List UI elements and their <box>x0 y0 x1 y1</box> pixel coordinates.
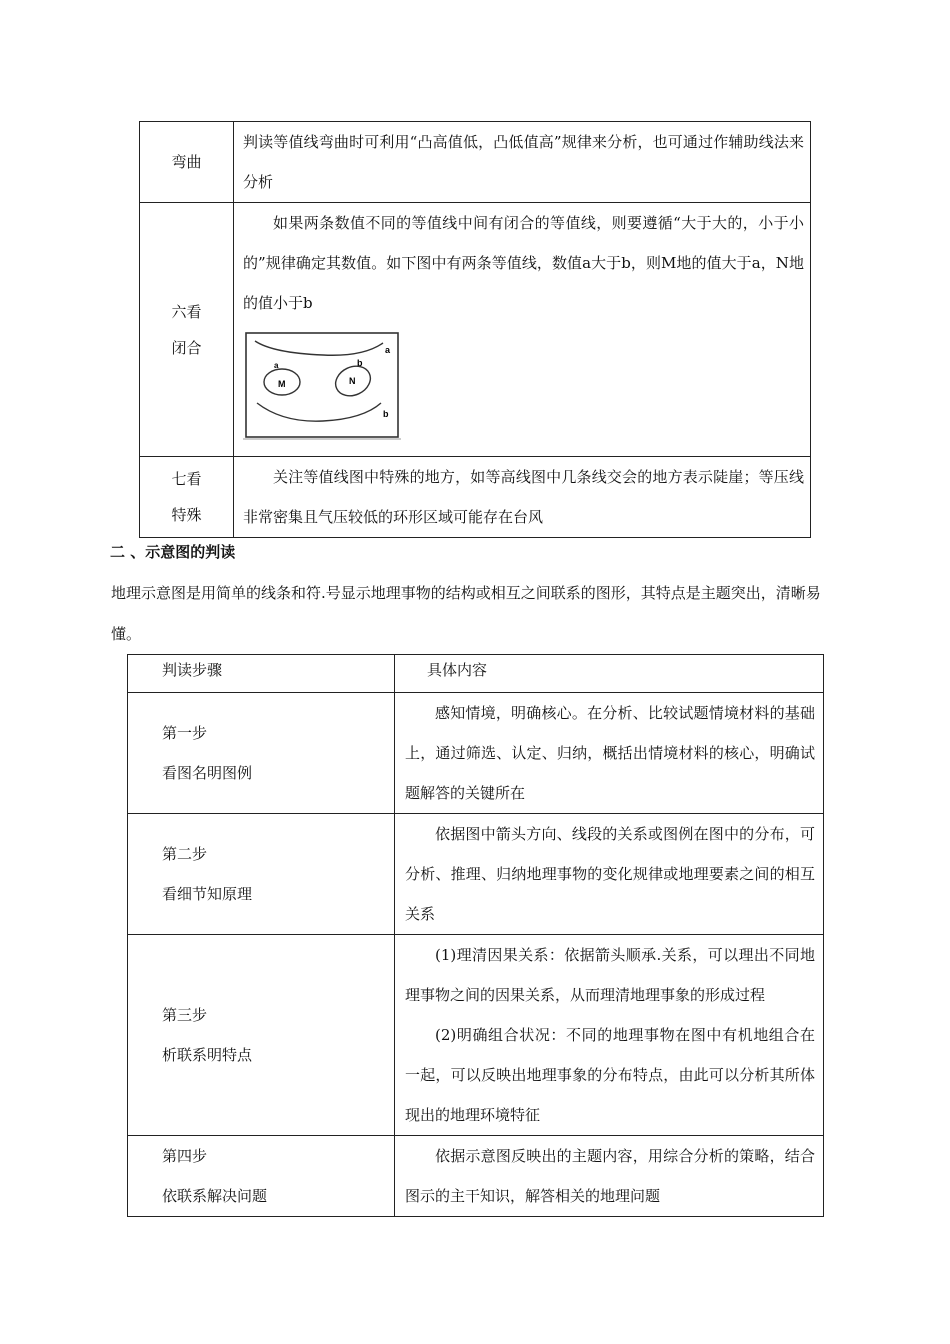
step-name: 依联系解决问题 <box>162 1187 268 1205</box>
label-a-inner: a <box>274 361 279 370</box>
contour-reading-table <box>139 121 811 538</box>
label-m: M <box>278 379 286 389</box>
label-n: N <box>349 376 356 386</box>
header-content: 具体内容 <box>395 655 824 693</box>
step-name: 看图名明图例 <box>162 764 253 782</box>
contour-line-b <box>257 403 381 421</box>
row-content-bend: 判读等值线弯曲时可利用“凸高值低，凸低值高”规律来分析，也可通过作辅助线法来分析 <box>234 122 811 203</box>
table-row <box>128 814 824 935</box>
row-content-closed <box>234 203 811 457</box>
table-row <box>140 122 811 203</box>
step-cell <box>128 693 395 814</box>
label-a-top: a <box>385 345 391 355</box>
step-name: 析联系明特点 <box>162 1046 253 1064</box>
step-cell <box>128 935 395 1136</box>
step-number: 第一步 <box>162 724 208 742</box>
table-header-row <box>128 655 824 693</box>
table-row <box>128 693 824 814</box>
step-name: 看细节知原理 <box>162 885 253 903</box>
label-b-inner: b <box>357 358 363 368</box>
label-line-1: 七看 <box>171 470 202 488</box>
label-line-1: 六看 <box>171 302 202 321</box>
closed-contour-text: 如果两条数值不同的等值线中间有闭合的等值线，则要遵循“大于大的，小于小的”规律确定其数值。如下图中有两条等值线，数值a大于b，则M地的值大于a，N地的值小于b <box>243 214 804 312</box>
step-content: 依据示意图反映出的主题内容，用综合分析的策略，结合图示的主干知识，解答相关的地理问题 <box>395 1136 824 1217</box>
label-line-2: 特殊 <box>171 506 202 524</box>
row-content-special: 关注等值线图中特殊的地方，如等高线图中几条线交会的地方表示陡崖；等压线非常密集且气压较低的环形区域可能存在台风 <box>234 457 811 538</box>
step-content-part-2: (2)明确组合状况：不同的地理事物在图中有机地组合在一起，可以反映出地理事象的分布特点，由此可以分析其所体现出的地理环境特征 <box>405 1026 815 1124</box>
header-steps: 判读步骤 <box>128 655 395 693</box>
table-row <box>128 1136 824 1217</box>
section-heading: 二 、示意图的判读 <box>110 543 236 561</box>
row-label-special <box>140 457 234 538</box>
row-label-bend: 弯曲 <box>140 122 234 203</box>
step-number: 第四步 <box>162 1147 208 1165</box>
step-cell <box>128 1136 395 1217</box>
step-number: 第三步 <box>162 1006 208 1024</box>
closed-contour-figure <box>243 331 401 441</box>
table-row <box>128 935 824 1136</box>
step-cell <box>128 814 395 935</box>
label-line-2: 闭合 <box>171 338 202 357</box>
label-b-bottom: b <box>383 409 389 419</box>
table-row <box>140 457 811 538</box>
step-content: 感知情境，明确核心。在分析、比较试题情境材料的基础上，通过筛选、认定、归纳，概括出情境材料的核心，明确试题解答的关键所在 <box>395 693 824 814</box>
step-number: 第二步 <box>162 845 208 863</box>
intro-paragraph: 地理示意图是用简单的线条和符.号显示地理事物的结构或相互之间联系的图形，其特点是主题突出，清晰易懂。 <box>111 584 821 643</box>
row-label-closed <box>140 203 234 457</box>
contour-line-a <box>255 341 383 355</box>
step-content <box>395 935 824 1136</box>
schematic-reading-table <box>127 654 824 1217</box>
step-content-part-1: (1)理清因果关系：依据箭头顺承.关系，可以理出不同地理事物之间的因果关系，从而理清地理事象的形成过程 <box>405 946 815 1004</box>
table-row <box>140 203 811 457</box>
step-content: 依据图中箭头方向、线段的关系或图例在图中的分布，可分析、推理、归纳地理事物的变化规律或地理要素之间的相互关系 <box>395 814 824 935</box>
